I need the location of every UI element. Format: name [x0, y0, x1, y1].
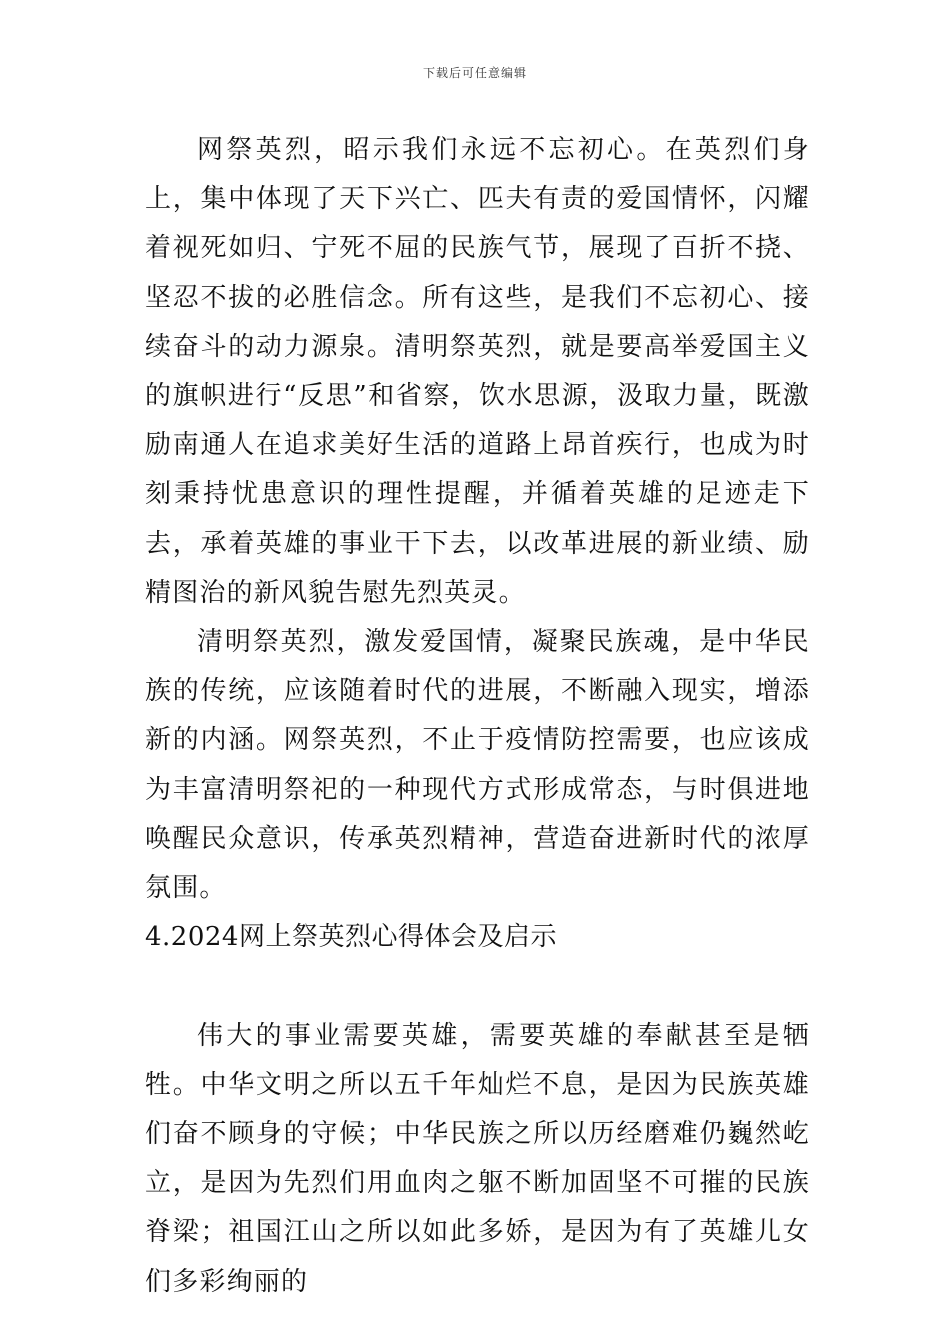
blank-line [145, 962, 810, 1011]
paragraph-3: 伟大的事业需要英雄，需要英雄的奉献甚至是牺牲。中华文明之所以五千年灿烂不息，是因为民族英雄们奋不顾身的守候；中华民族之所以历经磨难仍巍然屹立，是因为先烈们用血肉之躯不断加固坚不可摧的民族脊梁；祖国江山之所以如此多娇，是因为有了英雄儿女们多彩绚丽的 [145, 1020, 810, 1297]
document-body [145, 126, 810, 1307]
section-heading: 4.2024网上祭英烈心得体会及启示 [145, 922, 557, 953]
paragraph-2: 清明祭英烈，激发爱国情，凝聚民族魂，是中华民族的传统，应该随着时代的进展，不断融入现实，增添新的内涵。网祭英烈，不止于疫情防控需要，也应该成为丰富清明祭祀的一种现代方式形成常态，与时俱进地唤醒民众意识，传承英烈精神，营造奋进新时代的浓厚氛围。 [145, 627, 810, 904]
header-note: 下载后可任意编辑 [422, 66, 527, 80]
paragraph-1: 网祭英烈，昭示我们永远不忘初心。在英烈们身上，集中体现了天下兴亡、匹夫有责的爱国情怀，闪耀着视死如归、宁死不屈的民族气节，展现了百折不挠、坚忍不拔的必胜信念。所有这些，是我们不忘初心、接续奋斗的动力源泉。清明祭英烈，就是要高举爱国主义的旗帜进行“反思”和省察，饮水思源，汲取力量，既激励南通人在追求美好生活的道路上昂首疾行，也成为时刻秉持忧患意识的理性提醒，并循着英雄的足迹走下去，承着英雄的事业干下去，以改革进展的新业绩、励精图治的新风貌告慰先烈英灵。 [145, 135, 810, 608]
